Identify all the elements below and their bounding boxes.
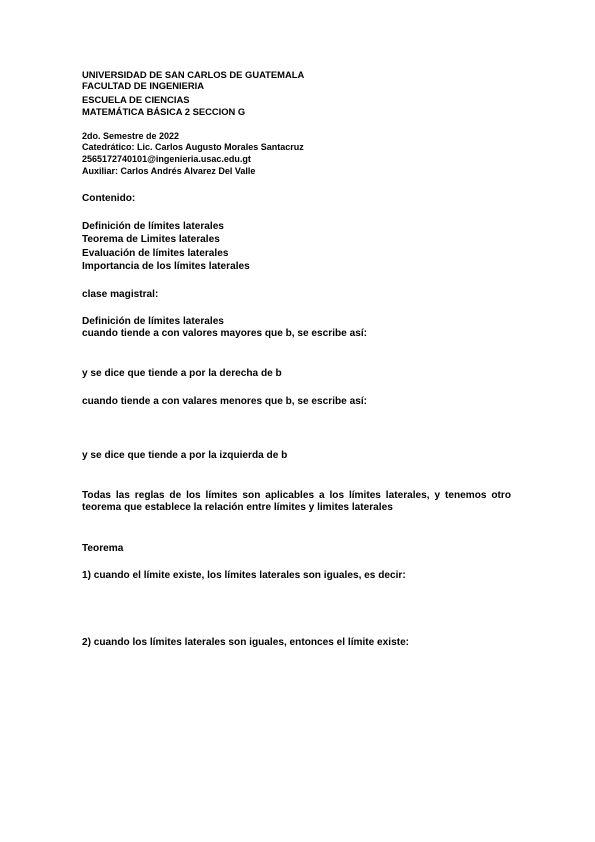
theorem-statement-1: 1) cuando el límite existe, los límites laterales son iguales, es decir: — [82, 570, 406, 581]
university-name: UNIVERSIDAD DE SAN CARLOS DE GUATEMALA — [82, 69, 305, 80]
course-name: MATEMÁTICA BÁSICA 2 SECCION G — [82, 106, 246, 117]
contents-item: Definición de límites laterales — [82, 221, 224, 232]
contents-item: Teorema de Limites laterales — [82, 234, 220, 245]
rules-paragraph: Todas las reglas de los límites son aplicables a los límites laterales, y tenemos otro teorema que establece la relación entre límites y limites laterales — [82, 490, 511, 514]
left-limit-reading: y se dice que tiende a por la izquierda de b — [82, 450, 288, 461]
contents-item: Evaluación de límites laterales — [82, 248, 229, 259]
contents-item: Importancia de los límites laterales — [82, 261, 250, 272]
professor-email: 2565172740101@ingenieria.usac.edu.gt — [82, 154, 251, 164]
right-limit-reading: y se dice que tiende a por la derecha de b — [82, 368, 282, 379]
school-name: ESCUELA DE CIENCIAS — [82, 94, 190, 105]
theorem-title: Teorema — [82, 543, 124, 554]
lecture-label: clase magistral: — [82, 289, 159, 300]
assistant-line: Auxiliar: Carlos Andrés Alvarez Del Valle — [82, 166, 256, 176]
right-limit-intro: cuando tiende a con valores mayores que b, se escribe así: — [82, 328, 367, 339]
theorem-statement-2: 2) cuando los límites laterales son iguales, entonces el límite existe: — [82, 637, 410, 648]
contents-title: Contenido: — [82, 193, 136, 204]
semester-line: 2do. Semestre de 2022 — [82, 131, 180, 141]
professor-line: Catedrático: Lic. Carlos Augusto Morales Santacruz — [82, 142, 304, 152]
faculty-name: FACULTAD DE INGENIERIA — [82, 80, 205, 91]
definition-title: Definición de límites laterales — [82, 316, 224, 327]
left-limit-intro: cuando tiende a con valares menores que b, se escribe así: — [82, 396, 367, 407]
